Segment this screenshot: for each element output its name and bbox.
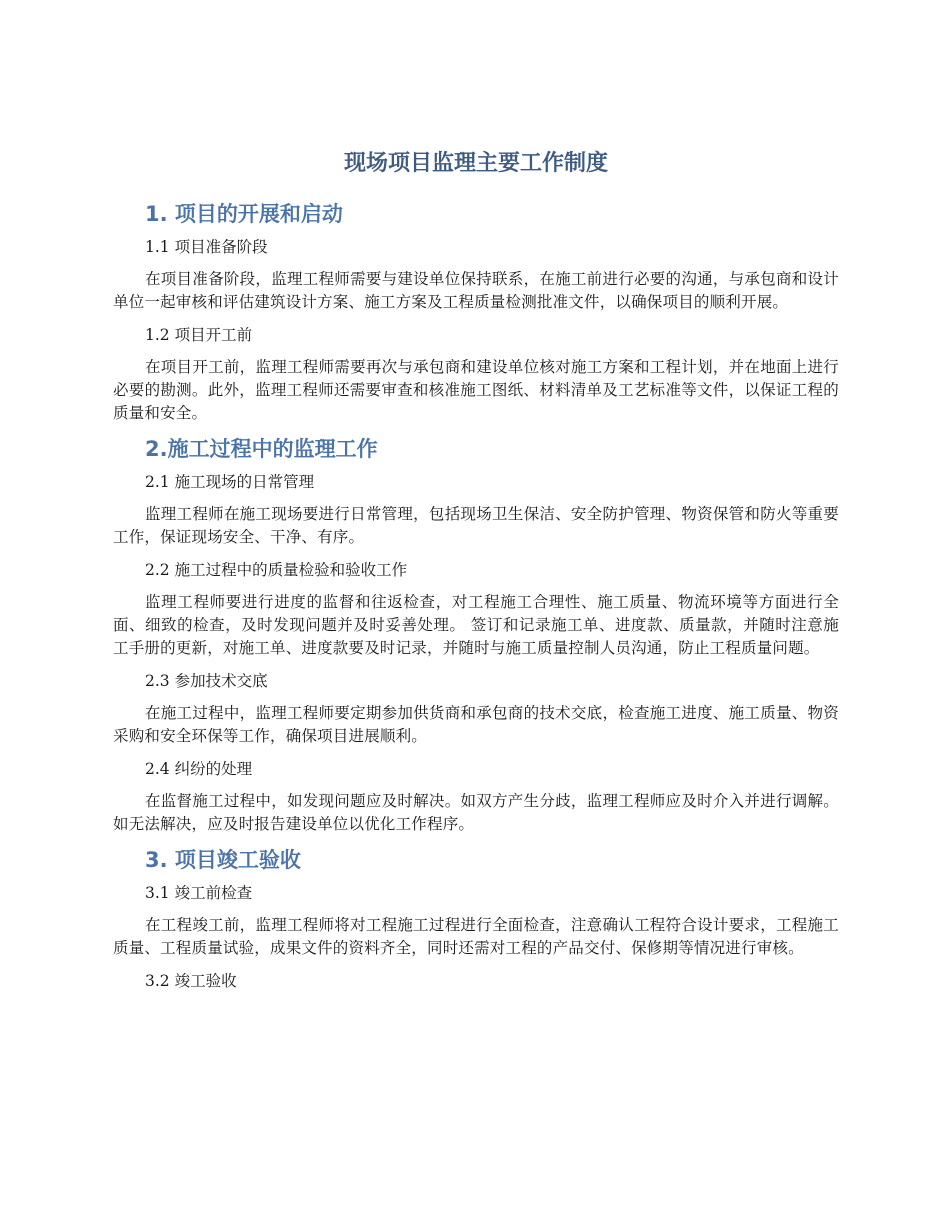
section-2 <box>113 435 839 836</box>
document-title: 现场项目监理主要工作制度 <box>343 151 608 176</box>
section-heading: 1. 项目的开展和启动 <box>145 202 343 226</box>
paragraph: 在项目准备阶段，监理工程师需要与建设单位保持联系，在施工前进行必要的沟通，与承包商和设计单位一起审核和评估建筑设计方案、施工方案及工程质量检测批准文件，以确保项目的顺利开展。 <box>113 270 839 311</box>
subsection-heading: 2.2 施工过程中的质量检验和验收工作 <box>145 561 408 579</box>
paragraph: 监理工程师要进行进度的监督和往返检查，对工程施工合理性、施工质量、物流环境等方面进行全面、细致的检查，及时发现问题并及时妥善处理。 签订和记录施工单、进度款、质量款，并随时注意施工手册的更新，对施工单、进度款要及时记录，并随时与施工质量控制人员沟通，防止工程质量问题。 <box>113 593 839 657</box>
subsection-heading: 2.4 纠纷的处理 <box>145 760 253 778</box>
subsection-heading: 2.1 施工现场的日常管理 <box>145 473 315 491</box>
subsection-heading: 1.1 项目准备阶段 <box>145 238 268 256</box>
section-heading: 2.施工过程中的监理工作 <box>145 437 378 461</box>
section-3 <box>113 846 839 992</box>
subsection-heading: 3.2 竣工验收 <box>145 972 237 990</box>
subsection-heading: 3.1 竣工前检查 <box>145 884 253 902</box>
paragraph: 在工程竣工前，监理工程师将对工程施工过程进行全面检查，注意确认工程符合设计要求，工程施工质量、工程质量试验，成果文件的资料齐全，同时还需对工程的产品交付、保修期等情况进行审核。 <box>113 916 839 957</box>
paragraph: 在项目开工前，监理工程师需要再次与承包商和建设单位核对施工方案和工程计划，并在地面上进行必要的勘测。此外，监理工程师还需要审查和核准施工图纸、材料清单及工艺标准等文件，以保证工程的质量和安全。 <box>113 358 839 422</box>
paragraph: 在施工过程中，监理工程师要定期参加供货商和承包商的技术交底，检查施工进度、施工质量、物资采购和安全环保等工作，确保项目进展顺利。 <box>113 704 839 745</box>
paragraph: 在监督施工过程中，如发现问题应及时解决。如双方产生分歧，监理工程师应及时介入并进行调解。如无法解决，应及时报告建设单位以优化工作程序。 <box>113 792 839 833</box>
paragraph: 监理工程师在施工现场要进行日常管理，包括现场卫生保洁、安全防护管理、物资保管和防火等重要工作，保证现场安全、干净、有序。 <box>113 505 839 546</box>
section-1 <box>113 200 839 425</box>
section-heading: 3. 项目竣工验收 <box>145 848 301 872</box>
document-page <box>113 148 839 1002</box>
subsection-heading: 2.3 参加技术交底 <box>145 672 268 690</box>
subsection-heading: 1.2 项目开工前 <box>145 326 253 344</box>
